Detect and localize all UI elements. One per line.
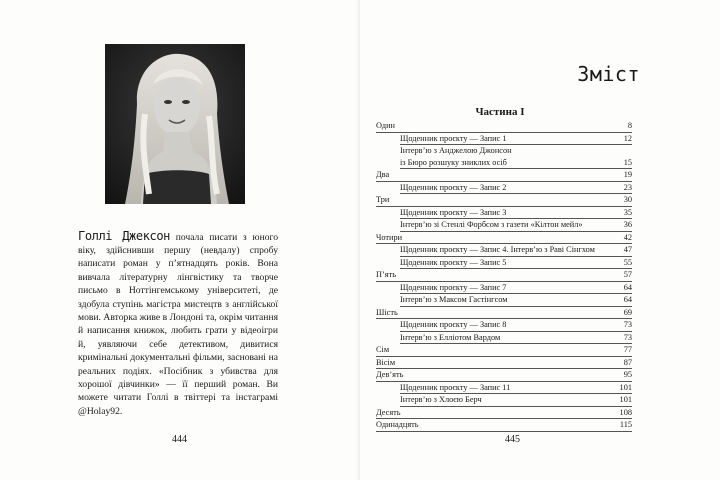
toc-entry-page: 108 [619,407,632,417]
toc-entry-page: 42 [623,232,632,242]
toc-entry-page: 57 [623,270,632,279]
toc-entry-page: 30 [623,195,632,204]
toc-entry [400,157,632,170]
toc-entry-page: 23 [623,182,632,192]
toc-entry [400,332,632,345]
toc-entry [376,232,632,245]
toc-entry-title: Щоденник проєкту — Запис 8 [400,320,507,329]
toc-entry-title: Щоденник проєкту — Запис 5 [400,257,507,267]
toc-entry-page: 35 [623,207,632,217]
author-portrait-image [105,44,245,204]
toc-entry [376,169,632,182]
toc-entry-title: Інтерв’ю з Елліотом Вардом [400,332,501,342]
toc-entry-page: 101 [619,395,632,404]
toc-entry [376,357,632,370]
toc-entry [400,257,632,270]
toc-entry [376,307,632,320]
toc-entry-page: 64 [623,295,632,304]
toc-entry [376,344,632,357]
author-name: Голлі Джексон [78,228,171,243]
toc-entry [400,207,632,220]
toc-entry-page: 115 [619,420,632,429]
toc-entry-title: Чотири [376,232,403,242]
toc-entry-page: 101 [619,382,632,392]
toc-entry-page: 87 [623,357,632,367]
toc-entry-title: Щоденник проєкту — Запис 2 [400,182,507,192]
toc-entry [400,219,632,232]
toc-entry-title: Сім [376,345,390,354]
author-bio [78,230,278,419]
toc-entry [400,382,632,395]
toc-entry [400,319,632,332]
part-title: Частина I [475,106,525,118]
toc-entry [400,133,632,146]
toc-entry-title: Щоденник проєкту — Запис 4. Інтерв’ю з Раві Сінгхом [400,245,595,254]
toc-entry-page: 73 [623,332,632,342]
toc-entry-title: Щоденник проєкту — Запис 11 [400,382,511,392]
toc-entry [376,194,632,207]
toc-entry [376,120,632,133]
toc-entry [400,282,632,295]
toc-entry-page: 19 [623,170,632,179]
toc-entry-title: Три [376,195,390,204]
toc-entry-title: Щоденник проєкту — Запис 1 [400,133,507,143]
toc-entry [376,369,632,382]
toc-entry-page: 12 [623,133,632,143]
toc-entry-title: Шість [376,307,398,317]
author-photo [105,44,245,204]
toc-entry-title: із Бюро розшуку зниклих осіб [400,157,507,167]
toc-entry-title: Інтерв’ю з Хлоєю Берч [400,395,482,404]
toc-entry-title: Інтерв’ю з Анджелою Джонсон [400,146,512,155]
toc-entry-title: Одинадцять [376,420,419,429]
toc-entry [376,407,632,420]
toc-entry-title: Два [376,170,390,179]
toc-entry [376,419,632,432]
toc-entry-page: 73 [623,320,632,329]
toc-entry [400,182,632,195]
toc-entry-title: Дев’ять [376,370,404,379]
toc-entry [400,244,632,257]
author-bio-text: почала писати з юного віку, здійснивши першу (невдалу) спробу написати роман у п’ятнадцять років. Вона вивчала літературну лінгвістику та творче письмо в Ноттінгемському університеті, де здобула ступінь магістра мистецтв з англійської мови. Авторка живе в Лондоні та, окрім читання й написання книжок, любить грати у відеоігри й, уявляючи себе детективом, дивитися кримінальні документальні фільми, засновані на реальних подіях. «Посібник з убивства для хорошої дівчинки» — її перший роман. Ви можете читати Голлі в твіттері та інстаграмі @Holay92. [78,231,278,417]
toc-entry-page: 77 [623,345,632,354]
contents-title: Зміст [577,62,640,86]
toc-entry-title: Вісім [376,357,396,367]
toc-entry-title: Один [376,121,395,130]
page-number-left: 444 [172,434,187,445]
toc-entry [400,145,632,157]
toc-entry-page: 36 [623,220,632,229]
toc-entry-page: 15 [623,157,632,167]
table-of-contents [376,120,632,432]
toc-entry [400,294,632,307]
toc-entry-page: 47 [623,245,632,254]
toc-entry-title: Щоденник проєкту — Запис 3 [400,207,507,217]
toc-entry-title: Щоденник проєкту — Запис 7 [400,282,507,292]
toc-entry-title: Десять [376,407,401,417]
toc-entry-page: 55 [623,257,632,267]
toc-entry-page: 64 [623,282,632,292]
toc-entry [400,394,632,407]
toc-entry-page: 69 [623,307,632,317]
toc-entry-page: 95 [623,370,632,379]
toc-entry-title: Інтерв’ю зі Стенлі Форбсом з газети «Кілтон мейл» [400,220,583,229]
page-number-right: 445 [505,434,520,445]
toc-entry-title: Інтерв’ю з Максом Гастінгсом [400,295,508,304]
toc-entry-page: 8 [627,121,632,130]
toc-entry-title: П’ять [376,270,396,279]
toc-entry [376,269,632,282]
